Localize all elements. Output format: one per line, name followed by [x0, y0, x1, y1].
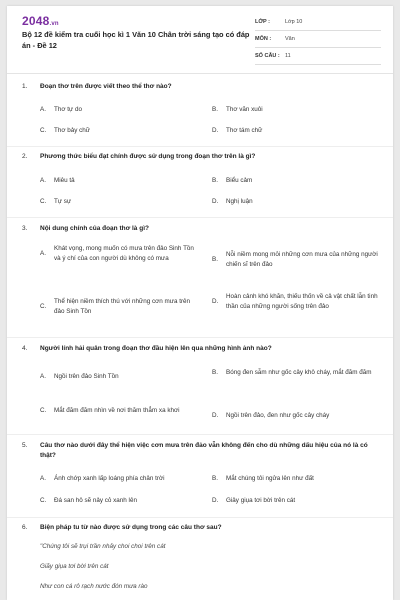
option-text: Miêu tả — [54, 177, 75, 184]
meta-row-subject — [255, 31, 381, 48]
meta-row-count — [255, 48, 381, 65]
document-header — [7, 6, 393, 72]
option-1a[interactable] — [40, 105, 200, 115]
option-text: Ngồi trên đảo, đen như gốc cây cháy — [226, 412, 330, 419]
option-text: Nghị luận — [226, 198, 253, 205]
question-3 — [22, 224, 377, 234]
question-number: 3. — [22, 225, 28, 232]
option-4d[interactable] — [212, 411, 382, 421]
option-letter: C. — [40, 302, 47, 310]
quote-line: Như con cá rô rạch nước đón mưa rào — [40, 583, 148, 590]
option-text: Đá san hô sẽ nảy cỏ xanh lên — [54, 497, 137, 504]
option-4a[interactable] — [40, 372, 202, 382]
option-text: Ngồi trên đảo Sinh Tồn — [54, 373, 119, 380]
option-4b[interactable] — [212, 368, 382, 378]
question-text: Câu thơ nào dưới đây thể hiện việc cơn mưa trên đảo vẫn không đến cho dù những dấu hiệu của nó là có thật? — [40, 442, 368, 459]
option-letter: D. — [212, 198, 219, 205]
question-text: Nội dung chính của đoạn thơ là gì? — [40, 225, 149, 232]
option-text: Mắt chúng tôi ngửa lên như đất — [226, 475, 314, 482]
question-number: 5. — [22, 442, 28, 449]
document-title: Bộ 12 đề kiểm tra cuối học kì 1 Văn 10 Chân trời sáng tạo có đáp án - Đề 12 — [22, 30, 250, 50]
question-text: Người lính hải quân trong đoạn thơ đầu hiện lên qua những hình ảnh nào? — [40, 345, 272, 352]
question-text: Phương thức biểu đạt chính được sử dụng trong đoạn thơ trên là gì? — [40, 153, 256, 160]
option-text: Giây giụa tơi bời trên cát — [226, 497, 296, 504]
option-letter: B. — [212, 475, 218, 482]
option-4c[interactable] — [40, 406, 202, 416]
option-text: Tự sự — [54, 198, 72, 205]
meta-value: 11 — [285, 53, 291, 59]
option-letter: A. — [40, 475, 46, 482]
question-1 — [22, 82, 377, 92]
option-5d[interactable] — [212, 496, 382, 506]
option-letter: B. — [212, 177, 218, 184]
logo-tld: .vn — [49, 21, 59, 27]
option-text: Biểu cảm — [226, 177, 253, 184]
option-letter: C. — [40, 198, 47, 205]
option-text: Ánh chớp xanh lấp loáng phía chân trời — [54, 475, 165, 482]
option-text: Thơ bảy chữ — [54, 127, 90, 134]
meta-key: MÔN : — [255, 36, 272, 42]
option-3c[interactable] — [40, 297, 202, 316]
option-text: Khát vọng, mong muốn có mưa trên đảo Sinh Tồn và ý chí của con người dù không có mưa — [54, 245, 194, 262]
question-divider — [7, 217, 393, 218]
question-divider — [7, 337, 393, 338]
option-text: Hoàn cảnh khó khăn, thiếu thốn về cả vật chất lẫn tinh thần của những người sống trên đảo — [226, 293, 378, 310]
option-letter: D. — [212, 412, 219, 419]
question-4 — [22, 344, 377, 354]
site-logo[interactable] — [22, 14, 59, 28]
question-number: 2. — [22, 153, 28, 160]
option-letter: B. — [212, 106, 218, 113]
option-1d[interactable] — [212, 126, 377, 136]
question-text: Biện pháp tu từ nào được sử dụng trong các câu thơ sau? — [40, 524, 222, 531]
question-number: 1. — [22, 83, 28, 90]
question-number: 4. — [22, 345, 28, 352]
option-5a[interactable] — [40, 474, 205, 484]
question-text: Đoạn thơ trên được viết theo thể thơ nào? — [40, 83, 172, 90]
meta-key: LỚP : — [255, 19, 270, 25]
meta-value: Văn — [285, 36, 295, 42]
question-divider — [7, 146, 393, 147]
document-page — [7, 6, 393, 600]
option-letter: D. — [212, 127, 219, 134]
meta-value: Lớp 10 — [285, 19, 303, 25]
question-5 — [22, 441, 377, 461]
option-letter: C. — [40, 497, 47, 504]
option-letter: D. — [212, 297, 219, 305]
option-2d[interactable] — [212, 197, 377, 207]
option-2b[interactable] — [212, 176, 377, 186]
option-letter: C. — [40, 407, 47, 414]
option-text: Nỗi niềm mong mỏi những cơn mưa của những người chiến sĩ trên đảo — [226, 251, 378, 268]
option-text: Thơ văn xuôi — [226, 106, 263, 113]
question-number: 6. — [22, 524, 28, 531]
quote-line: Giãy giụa tơi bời trên cát — [40, 563, 109, 570]
option-letter: D. — [212, 497, 219, 504]
option-2c[interactable] — [40, 197, 200, 207]
option-letter: A. — [40, 106, 46, 113]
question-divider — [7, 434, 393, 435]
meta-key: SỐ CÂU : — [255, 53, 280, 59]
option-text: Thể hiện niềm thích thú với những cơn mưa trên đảo Sinh Tồn — [54, 298, 191, 315]
option-1b[interactable] — [212, 105, 377, 115]
option-3d[interactable] — [212, 292, 382, 311]
option-3b[interactable] — [212, 250, 382, 269]
option-2a[interactable] — [40, 176, 200, 186]
option-5b[interactable] — [212, 474, 382, 484]
question-divider — [7, 517, 393, 518]
logo-main: 2048 — [22, 14, 50, 28]
option-letter: A. — [40, 249, 46, 257]
meta-row-class — [255, 14, 381, 31]
option-letter: A. — [40, 177, 46, 184]
option-1c[interactable] — [40, 126, 200, 136]
quote-line: "Chúng tôi sẽ trụi trần nhảy choi choi trên cát — [40, 543, 166, 550]
option-text: Bóng đen sẫm như gốc cây khô cháy, mắt đăm đăm — [226, 369, 372, 376]
question-2 — [22, 152, 377, 162]
question-6 — [22, 523, 377, 533]
option-letter: B. — [212, 369, 218, 376]
option-text: Thơ tám chữ — [226, 127, 263, 134]
option-letter: B. — [212, 255, 218, 263]
meta-box — [255, 14, 381, 65]
header-divider — [7, 73, 393, 74]
option-3a[interactable] — [40, 244, 202, 263]
option-5c[interactable] — [40, 496, 205, 506]
option-text: Mắt đăm đăm nhìn về nơi thăm thẳm xa khơi — [54, 407, 180, 414]
option-letter: C. — [40, 127, 47, 134]
option-text: Thơ tự do — [54, 106, 82, 113]
option-letter: A. — [40, 373, 46, 380]
